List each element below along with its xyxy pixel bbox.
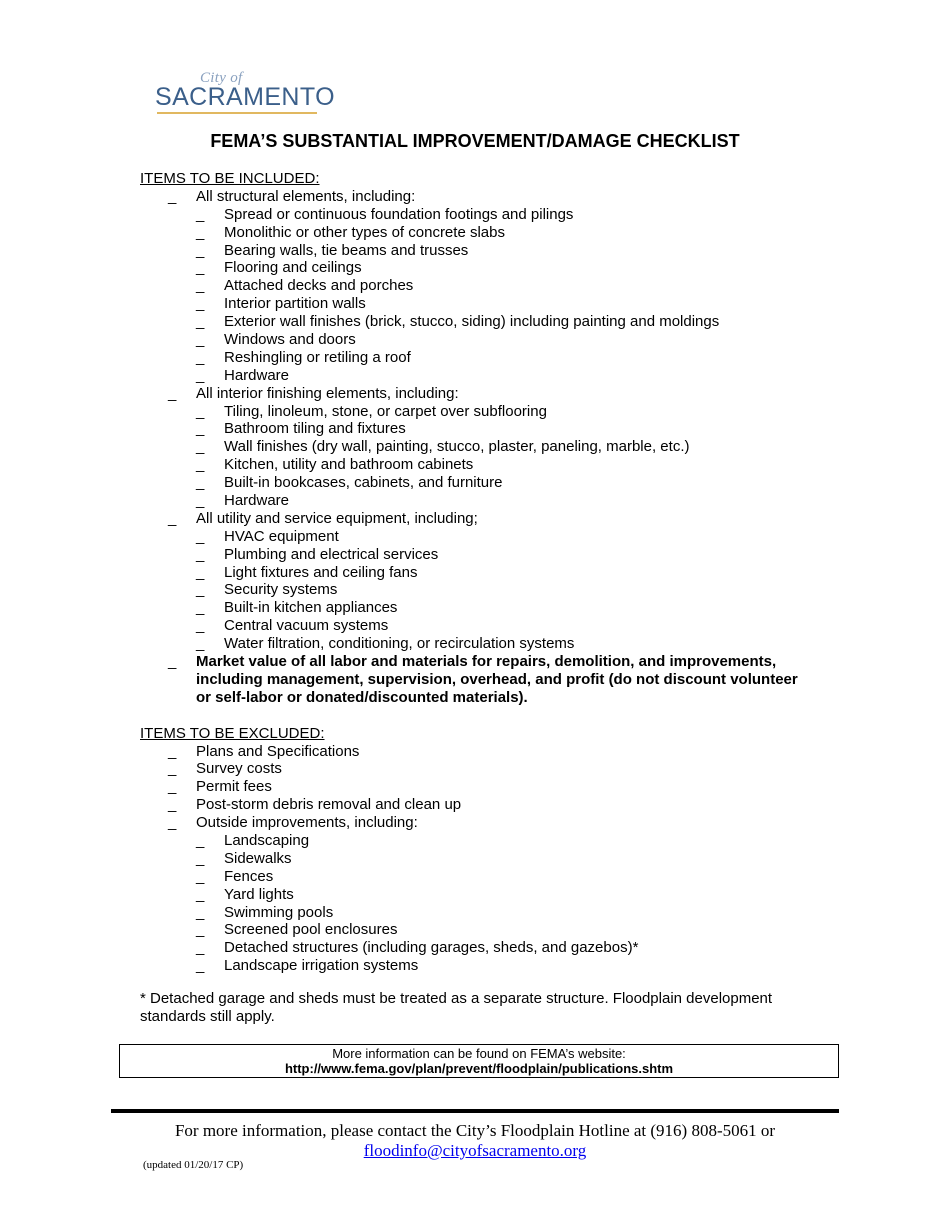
checklist-item-text: Central vacuum systems [224,617,389,635]
checkbox-blank[interactable]: _ [196,867,205,885]
excluded-subitem [140,868,820,886]
checklist-item [140,331,820,349]
checkbox-blank[interactable]: _ [196,241,205,259]
checkbox-blank[interactable]: _ [168,509,177,527]
checklist-item [140,259,820,277]
checkbox-blank[interactable]: _ [196,438,205,456]
included-heading: ITEMS TO BE INCLUDED: [140,170,320,187]
excluded-subitem [140,832,820,850]
checkbox-blank[interactable]: _ [196,313,205,331]
checklist-item [140,367,820,385]
excluded-subitem [140,939,820,957]
checklist-item-text: Light fixtures and ceiling fans [224,563,418,581]
checkbox-blank[interactable]: _ [196,903,205,921]
excluded-subitem [140,904,820,922]
city-of-sacramento-logo [155,70,335,116]
checkbox-blank[interactable]: _ [168,814,177,832]
checkbox-blank[interactable]: _ [196,366,205,384]
checkbox-blank[interactable]: _ [196,599,205,617]
email-link[interactable]: floodinfo@cityofsacramento.org [363,1141,587,1160]
excluded-subitem-text: Screened pool enclosures [224,921,398,939]
checklist-item [140,599,820,617]
checklist-item-text: Wall finishes (dry wall, painting, stucco, plaster, paneling, marble, etc.) [224,438,690,456]
checklist-item-text: Flooring and ceilings [224,259,362,277]
checkbox-blank[interactable]: _ [196,527,205,545]
checklist-item-text: Reshingling or retiling a roof [224,348,411,366]
excluded-item-text: Permit fees [196,778,272,796]
checklist-item-text: Security systems [224,581,338,599]
checklist-item [140,224,820,242]
checklist-item [140,313,820,331]
checklist-item-text: Spread or continuous foundation footings and pilings [224,205,574,223]
excluded-subitem-text: Landscaping [224,831,310,849]
excluded-item-text: Survey costs [196,760,282,778]
checkbox-blank[interactable]: _ [196,474,205,492]
checkbox-blank[interactable]: _ [196,259,205,277]
excluded-subitem-text: Sidewalks [224,849,292,867]
checkbox-blank[interactable]: _ [196,402,205,420]
excluded-subitem [140,957,820,975]
excluded-group-text: Outside improvements, including: [196,814,418,832]
checkbox-blank[interactable]: _ [196,563,205,581]
checklist-item [140,581,820,599]
excluded-item [140,743,820,761]
checkbox-blank[interactable]: _ [196,939,205,957]
checkbox-blank[interactable]: _ [196,492,205,510]
checkbox-blank[interactable]: _ [196,885,205,903]
checklist-item [140,474,820,492]
checklist-item-text: Water filtration, conditioning, or recirculation systems [224,635,575,653]
excluded-subitem [140,886,820,904]
logo-underline [157,112,317,114]
checklist-item [140,528,820,546]
checkbox-blank[interactable]: _ [196,581,205,599]
excluded-item-text: Post-storm debris removal and clean up [196,796,462,814]
checkbox-blank[interactable]: _ [196,831,205,849]
excluded-subitem-text: Detached structures (including garages, sheds, and gazebos)* [224,939,639,957]
included-list [140,188,820,653]
excluded-item [140,760,820,778]
checkbox-blank[interactable]: _ [168,384,177,402]
checkbox-blank[interactable]: _ [196,295,205,313]
updated-note: (updated 01/20/17 CP) [143,1159,244,1171]
checklist-item [140,242,820,260]
checklist-item-text: Built-in bookcases, cabinets, and furniture [224,474,503,492]
spacer [140,707,820,725]
logo-city-of: City of [200,70,243,86]
excluded-list [140,743,820,976]
checklist [140,170,820,975]
checkbox-blank[interactable]: _ [196,205,205,223]
checklist-item [140,277,820,295]
checkbox-blank[interactable]: _ [196,957,205,975]
contact-info [0,1121,950,1161]
checklist-item-text: Built-in kitchen appliances [224,599,398,617]
checklist-item [140,206,820,224]
checklist-item-text: Plumbing and electrical services [224,545,439,563]
checklist-group [140,385,820,403]
info-box [119,1044,839,1078]
checklist-item-text: Exterior wall finishes (brick, stucco, siding) including painting and moldings [224,313,720,331]
checklist-item-text: Windows and doors [224,331,356,349]
checkbox-blank[interactable]: _ [196,545,205,563]
market-value-item [140,653,820,707]
checkbox-blank[interactable]: _ [168,778,177,796]
checklist-item [140,295,820,313]
checklist-item [140,456,820,474]
footer-divider [111,1109,839,1113]
excluded-subitem-text: Yard lights [224,885,294,903]
checklist-item-text: Hardware [224,366,290,384]
excluded-item [140,778,820,796]
checklist-item-text: Interior partition walls [224,295,366,313]
checkbox-blank[interactable]: _ [196,849,205,867]
checklist-item [140,420,820,438]
checklist-item-text: Bathroom tiling and fixtures [224,420,406,438]
checklist-item [140,438,820,456]
checklist-item-text: Bearing walls, tie beams and trusses [224,241,469,259]
checkbox-blank[interactable]: _ [196,277,205,295]
checkbox-blank[interactable]: _ [196,348,205,366]
checkbox-blank[interactable]: _ [168,796,177,814]
checklist-group [140,188,820,206]
checklist-group-text: All interior finishing elements, including: [196,384,459,402]
excluded-subitem-text: Fences [224,867,274,885]
checkbox-blank[interactable]: _ [196,223,205,241]
logo-sacramento: SACRAMENTO [155,83,335,111]
checklist-item [140,403,820,421]
checkbox-blank[interactable]: _ [196,331,205,349]
contact-text: For more information, please contact the City’s Floodplain Hotline at (916) 808-5061 or [174,1121,776,1140]
excluded-subitem [140,921,820,939]
checklist-item [140,546,820,564]
checklist-item-text: Tiling, linoleum, stone, or carpet over subflooring [224,402,547,420]
checklist-item [140,635,820,653]
checklist-item [140,617,820,635]
checklist-item [140,349,820,367]
checklist-item [140,564,820,582]
excluded-group [140,814,820,832]
checkbox-blank[interactable]: _ [168,760,177,778]
checklist-item-text: Kitchen, utility and bathroom cabinets [224,456,474,474]
checkbox-blank[interactable]: _ [196,456,205,474]
checklist-item-text: HVAC equipment [224,527,339,545]
checklist-group-text: All utility and service equipment, including; [196,509,478,527]
excluded-heading: ITEMS TO BE EXCLUDED: [140,724,325,742]
checklist-item-text: Hardware [224,492,290,510]
info-box-text: More information can be found on FEMA’s website: [332,1046,626,1061]
checklist-group-text: All structural elements, including: [196,187,416,205]
checkbox-blank[interactable]: _ [168,653,177,671]
checkbox-blank[interactable]: _ [196,921,205,939]
checklist-item-text: Monolithic or other types of concrete slabs [224,223,505,241]
excluded-item [140,796,820,814]
market-value-text: Market value of all labor and materials for repairs, demolition, and improvements, including management, supervision, overhead, and profit (do not discount volunteer or self-labor or donated/discounted materials). [196,653,798,706]
checklist-item-text: Attached decks and porches [224,277,414,295]
fema-website-link[interactable]: http://www.fema.gov/plan/prevent/floodplain/publications.shtm [284,1061,674,1076]
excluded-subitem [140,850,820,868]
checkbox-blank[interactable]: _ [168,742,177,760]
excluded-item-text: Plans and Specifications [196,742,360,760]
excluded-subitem-text: Landscape irrigation systems [224,957,419,975]
footnote: * Detached garage and sheds must be treated as a separate structure. Floodplain development standards still apply. [140,990,773,1025]
checkbox-blank[interactable]: _ [168,187,177,205]
excluded-subitem-text: Swimming pools [224,903,334,921]
page-title: FEMA’S SUBSTANTIAL IMPROVEMENT/DAMAGE CHECKLIST [210,131,740,151]
checkbox-blank[interactable]: _ [196,635,205,653]
checkbox-blank[interactable]: _ [196,617,205,635]
checklist-group [140,510,820,528]
checkbox-blank[interactable]: _ [196,420,205,438]
checklist-item [140,492,820,510]
